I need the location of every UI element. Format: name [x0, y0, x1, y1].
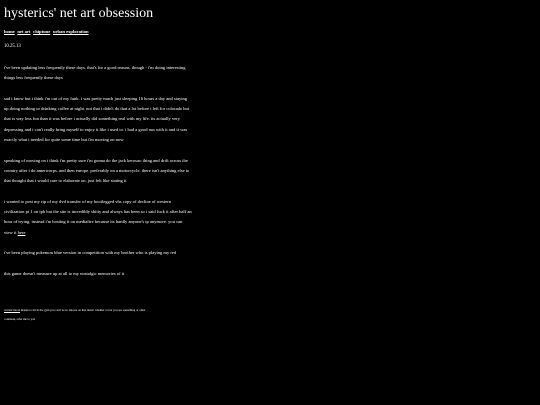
post-paragraph: i've been playing pokemon blue version in competition with my brother who is playing my red	[4, 250, 177, 256]
nav-link-net-art[interactable]: net art	[17, 29, 31, 34]
nav-link-home[interactable]: home	[4, 29, 15, 34]
post-paragraph: speaking of moving on i think i'm pretty sure i'm gonna do the jack kerouac thing and drift across the country after i do americorps. and then europe. preferably on a motorcycle. there isn't anything else to that thought that i would care to elaborate on. just felt like stating it	[4, 157, 190, 184]
music-text: thanks to dri in the gym you can't be so sincere on that music whether or not you are something or other	[20, 308, 146, 312]
nav-link-urban-exploration[interactable]: urban exploration	[52, 29, 89, 34]
post-paragraph: this game doesn't measure up at all to my nostalgic memories of it	[4, 270, 125, 276]
post-paragraph-text: i wanted to post my rip of my dvd transfer of my bootlegged vhs copy of decline of western civilization pt 1 on tpb but the site is incredibly shitty and always has been so i said fuck it after half an hour of trying. instead i'm hosting it on mediafire because its hardly anyone's ip anymore. you can view it	[4, 198, 192, 235]
main-nav	[4, 29, 90, 35]
post-paragraph: sad i know but i think i'm out of my funk. i was pretty much just sleeping 16 hours a day and staying up doing nothing or drinking coffee at night. not that i didn't do that a lot before i left for colorado but that is way less fun than it was before i actually did something real with my life. its actually very depressing and i can't really bring myself to enjoy it like i used to. i had a good run with it and it was exactly what i needed for quite some time but i'm moving on now	[4, 95, 190, 143]
site-title: hysterics' net art obsession	[4, 6, 154, 21]
nav-link-chiptune[interactable]: chiptune	[33, 29, 51, 34]
post-date: 10.25.13	[4, 44, 21, 49]
post-body	[4, 63, 192, 290]
comments-line: comment, refer me to you	[4, 317, 36, 321]
video-link[interactable]: here	[17, 229, 26, 235]
post-paragraph: i've been updating less frequently these days. that's for a good reason, though - i'm doing interesting things less frequently these days	[4, 65, 186, 81]
music-link[interactable]: current mood	[4, 308, 21, 312]
music-status	[4, 308, 145, 312]
post-paragraph-with-link	[4, 197, 192, 238]
